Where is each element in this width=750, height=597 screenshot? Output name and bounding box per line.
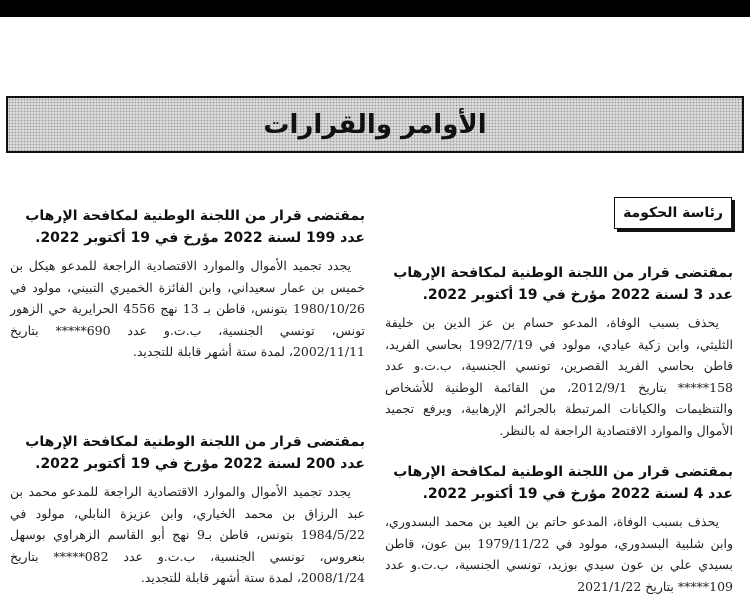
decision-body: يجدد تجميد الأموال والموارد الاقتصادية الراجعة للمدعو هيكل بن خميس بن عمار سعيداني، وابن الفائزة الخميري التبيني، مولود في 1980/10/26 بتونس، قاطن بـ 13 نهج 4556 الحرايرية حي الزهور تونس، تونسي الجنسية، ب.ت.و عدد 690***** بتاريخ 2002/11/11، لمدة ستة أشهر قابلة للتجديد. xyxy=(10,258,366,359)
decision-4 xyxy=(385,461,733,597)
decision-body: يحذف بسبب الوفاة، المدعو حاتم بن العيد بن محمد البسدوري، وابن شلبية البسدوري، مولود في 1979/11/22 ببن عون، قاطن بسيدي علي بن عون سيدي بوزيد، تونسي الجنسية، ب.ت.و عدد 109***** بتاريخ 2021/1/22 xyxy=(385,514,733,594)
decision-body: يجدد تجميد الأموال والموارد الاقتصادية الراجعة للمدعو محمد بن عبد الرزاق بن محمد الخياري، وابن عزيزة النابلي، مولود في 1984/5/22 بتونس، قاطن بـ9 نهج أبو القاسم الزهراوي بوسهل بنعروس، تونسي الجنسية، ب.ت.و عدد 082***** بتاريخ 2008/1/24، لمدة ستة أشهر قابلة للتجديد. xyxy=(10,484,365,585)
top-black-bar xyxy=(0,0,750,17)
decision-3 xyxy=(385,262,733,441)
decision-heading: بمقتضى قرار من اللجنة الوطنية لمكافحة الإرهاب عدد 3 لسنة 2022 مؤرخ في 19 أكتوبر 2022. xyxy=(393,265,733,303)
decision-199 xyxy=(10,205,365,363)
ministry-label: رئاسة الحكومة xyxy=(614,197,732,229)
section-banner xyxy=(6,96,744,153)
decision-body: يحذف بسبب الوفاة، المدعو حسام بن عز الدين بن خليفة الثليثي، وابن زكية عيادي، مولود في 1992/7/19 بحاسي الفريد، قاطن بحاسي الفريد القصرين، تونسي الجنسية، ب.ت.و عدد 158***** بتاريخ 2012/9/1، من القائمة الوطنية للأشخاص والتنظيمات والكيانات المرتبطة بالجرائم الإرهابية، ويرفع تجميد الأموال والموارد الاقتصادية الراجعة له بالنظر. xyxy=(385,315,734,438)
decision-heading: بمقتضى قرار من اللجنة الوطنية لمكافحة الإرهاب عدد 199 لسنة 2022 مؤرخ في 19 أكتوبر 2022. xyxy=(25,208,365,246)
decision-200 xyxy=(10,431,365,589)
banner-title: الأوامر والقرارات xyxy=(263,109,487,140)
decision-heading: بمقتضى قرار من اللجنة الوطنية لمكافحة الإرهاب عدد 4 لسنة 2022 مؤرخ في 19 أكتوبر 2022. xyxy=(393,464,733,502)
decision-heading: بمقتضى قرار من اللجنة الوطنية لمكافحة الإرهاب عدد 200 لسنة 2022 مؤرخ في 19 أكتوبر 2022. xyxy=(25,434,365,472)
